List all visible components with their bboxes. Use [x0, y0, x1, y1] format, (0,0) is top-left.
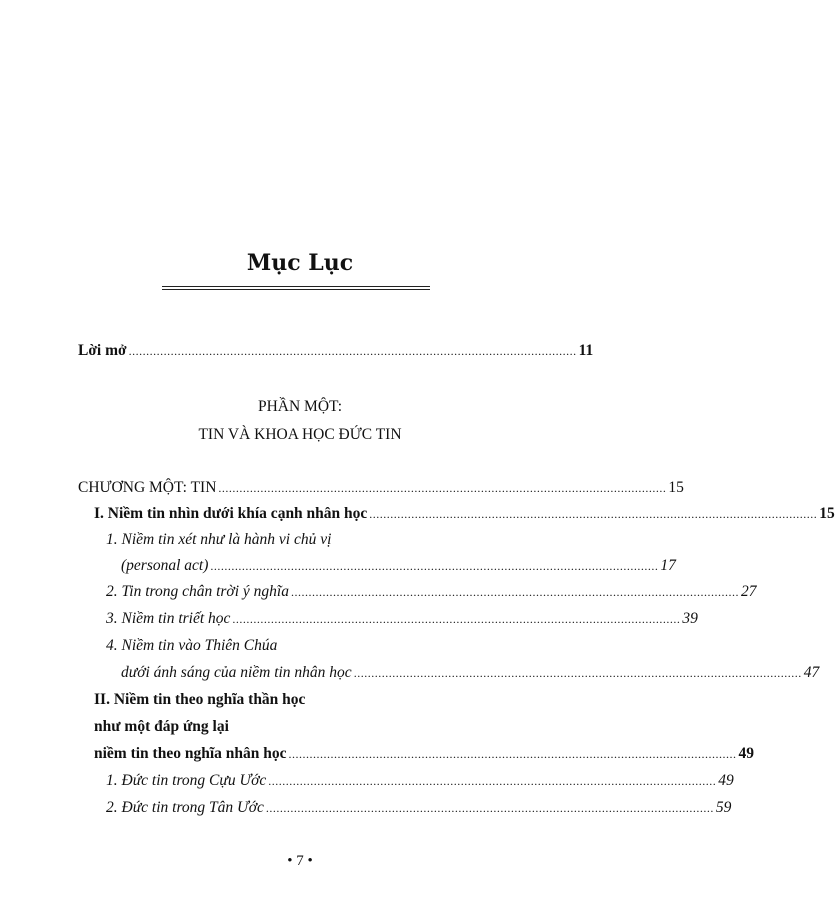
leader-dots: ................................................................................................................................	[353, 666, 802, 680]
toc-label: CHƯƠNG MỘT: TIN	[78, 479, 217, 496]
toc-page: 15	[668, 479, 684, 496]
page-number: • 7 •	[287, 853, 313, 869]
toc-entry-4-line1: 4. Niềm tin vào Thiên Chúa	[106, 637, 278, 654]
toc-label: (personal act)	[121, 557, 209, 574]
toc-label: dưới ánh sáng của niềm tin nhân học	[121, 664, 352, 681]
toc-page: 49	[718, 772, 734, 789]
toc-page: 17	[660, 557, 676, 574]
toc-entry-1[interactable]	[121, 556, 676, 576]
page-title: Mục Lục	[246, 250, 354, 276]
title-rule-top	[162, 286, 430, 287]
leader-dots: ................................................................................................................................	[210, 559, 659, 573]
toc-entry-3[interactable]	[106, 609, 698, 629]
toc-entry-4[interactable]	[121, 663, 820, 683]
toc-page: 15	[819, 505, 835, 522]
toc-label: 3. Niềm tin triết học	[106, 610, 231, 627]
toc-label: 1. Đức tin trong Cựu Ước	[106, 772, 267, 789]
title-rule-bottom	[162, 289, 430, 290]
toc-label: 2. Tin trong chân trời ý nghĩa	[106, 583, 289, 600]
leader-dots: ................................................................................................................................	[265, 801, 714, 815]
toc-entry-1-line1: 1. Niềm tin xét như là hành vi chủ vị	[106, 531, 332, 548]
leader-dots: ................................................................................................................................	[268, 774, 717, 788]
part-heading: PHẦN MỘT:	[257, 398, 343, 415]
toc-entry-section-2-line1: II. Niềm tin theo nghĩa thần học	[94, 691, 306, 708]
leader-dots: ................................................................................................................................	[128, 344, 577, 358]
toc-entry-2[interactable]	[106, 582, 757, 602]
toc-page: 11	[578, 342, 594, 359]
toc-page: 49	[738, 745, 755, 762]
toc-entry-ii-1[interactable]	[106, 771, 734, 791]
leader-dots: ................................................................................................................................	[288, 747, 737, 761]
toc-entry-section-2[interactable]	[94, 744, 755, 764]
toc-entry-intro[interactable]	[78, 341, 594, 361]
leader-dots: ................................................................................................................................	[290, 585, 739, 599]
toc-label: 2. Đức tin trong Tân Ước	[106, 799, 264, 816]
toc-page: 39	[682, 610, 698, 627]
toc-entry-chapter[interactable]	[78, 478, 684, 498]
toc-page: 47	[803, 664, 820, 681]
part-subheading: TIN VÀ KHOA HỌC ĐỨC TIN	[198, 426, 402, 443]
toc-page: 27	[740, 583, 757, 600]
toc-entry-section-1[interactable]	[94, 504, 835, 524]
toc-label: I. Niềm tin nhìn dưới khía cạnh nhân học	[94, 505, 368, 522]
leader-dots: ................................................................................................................................	[218, 481, 667, 495]
toc-entry-ii-2[interactable]	[106, 798, 732, 818]
leader-dots: ................................................................................................................................	[369, 507, 818, 521]
toc-label: Lời mở	[78, 342, 127, 359]
toc-entry-section-2-line2: như một đáp ứng lại	[94, 718, 229, 735]
toc-page: 59	[715, 799, 732, 816]
leader-dots: ................................................................................................................................	[232, 612, 681, 626]
toc-label: niềm tin theo nghĩa nhân học	[94, 745, 287, 762]
